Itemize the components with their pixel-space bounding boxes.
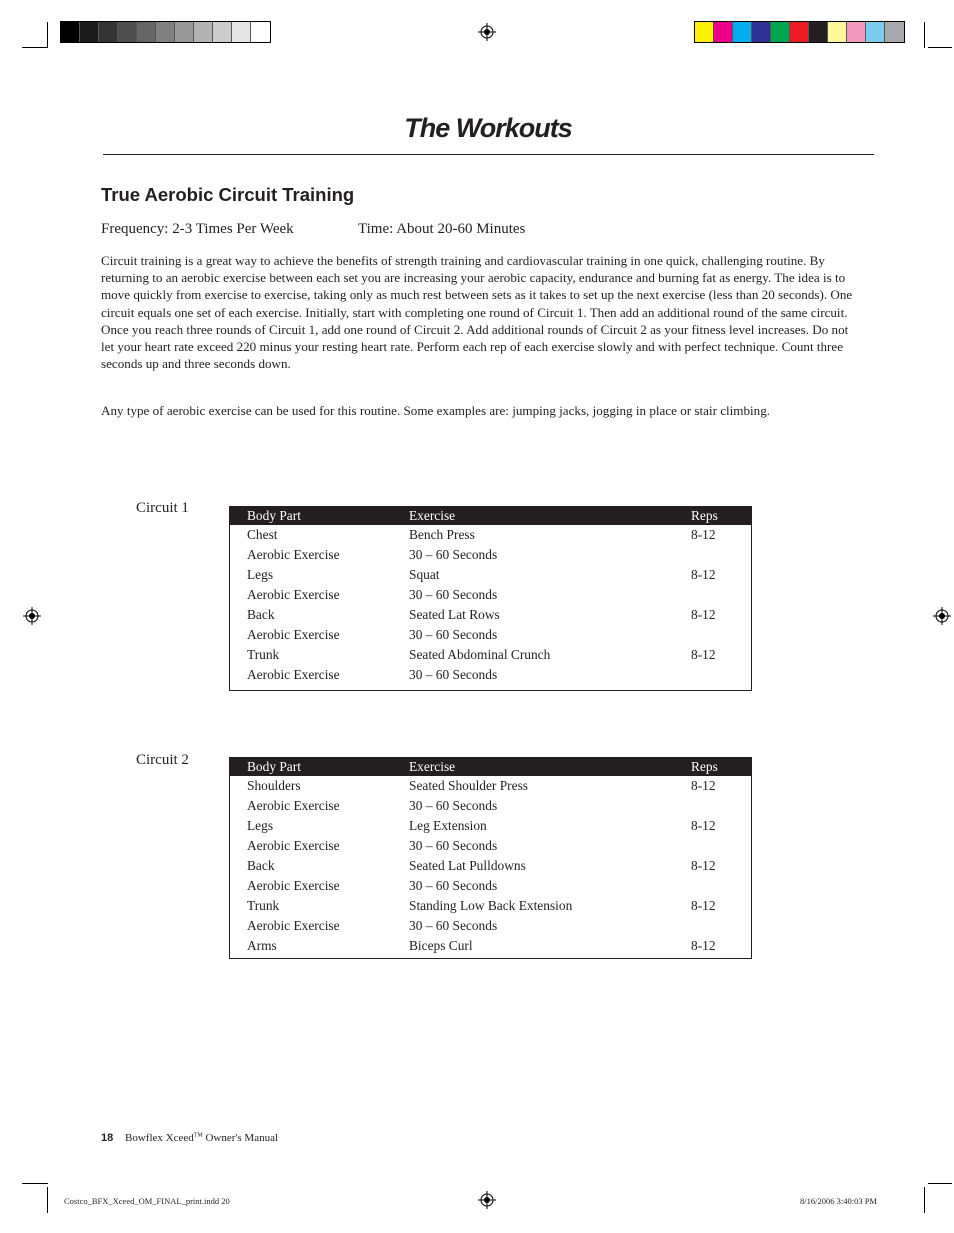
exercise-cell: Seated Shoulder Press	[409, 778, 529, 793]
reps-cell: 8-12	[691, 527, 716, 542]
intro-paragraph: Circuit training is a great way to achieve the benefits of strength training and cardiovascular training in one quick, challenging routine. By returning to an aerobic exercise between each set you are increasing your aerobic capacity, endurance and burning fat as energy. The idea is to move quickly from exercise to exercise, taking only as much rest between sets as it takes to set up the next exercise (less than 20 seconds). One circuit equals one set of each exercise. Initially, start with completing one round of Circuit 1. Then add an additional round of the same circuit. Once you reach three rounds of Circuit 1, add one round of Circuit 2. Add additional rounds of Circuit 2 as your fitness level increases. Do not let your heart rate exceed 220 minus your resting heart rate. Perform each rep of each exercise slowly and with perfect technique. Count three seconds up and three seconds down.	[101, 253, 853, 372]
exercise-cell: 30 – 60 Seconds	[409, 798, 498, 813]
column-header: Exercise	[409, 508, 456, 523]
body-part-cell: Aerobic Exercise	[247, 838, 340, 853]
exercise-cell: 30 – 60 Seconds	[409, 547, 498, 562]
body-part-cell: Chest	[247, 527, 278, 542]
column-header: Exercise	[409, 759, 456, 774]
table-row	[230, 796, 751, 816]
exercise-cell: 30 – 60 Seconds	[409, 667, 498, 682]
circuit-2-label: Circuit 2	[136, 752, 189, 768]
exercise-cell: 30 – 60 Seconds	[409, 627, 498, 642]
gray-swatch	[156, 22, 175, 42]
column-header: Body Part	[247, 508, 301, 523]
process-color-bar	[694, 21, 905, 43]
color-swatch	[790, 22, 809, 42]
trademark-symbol: TM	[193, 1132, 203, 1139]
body-part-cell: Aerobic Exercise	[247, 878, 340, 893]
gray-swatch	[213, 22, 232, 42]
crop-mark-top-right-v	[924, 22, 925, 48]
crop-mark-bottom-right-v	[924, 1187, 925, 1213]
exercise-cell: 30 – 60 Seconds	[409, 878, 498, 893]
table-row	[230, 645, 751, 665]
exercise-cell: 30 – 60 Seconds	[409, 918, 498, 933]
table-row	[230, 585, 751, 605]
reps-cell: 8-12	[691, 818, 716, 833]
reps-cell: 8-12	[691, 567, 716, 582]
slug-filename: Costco_BFX_Xceed_OM_FINAL_print.indd 20	[64, 1196, 230, 1206]
circuit-1-label: Circuit 1	[136, 500, 189, 516]
reps-cell: 8-12	[691, 647, 716, 662]
grayscale-color-bar	[60, 21, 271, 43]
table-row	[230, 816, 751, 836]
reps-cell: 8-12	[691, 778, 716, 793]
gray-swatch	[194, 22, 213, 42]
body-part-cell: Trunk	[247, 647, 280, 662]
table-row	[230, 896, 751, 916]
exercise-cell: Biceps Curl	[409, 938, 473, 953]
aerobic-examples-paragraph: Any type of aerobic exercise can be used for this routine. Some examples are: jumping jacks, jogging in place or stair climbing.	[101, 403, 771, 418]
body-part-cell: Trunk	[247, 898, 280, 913]
table-row	[230, 525, 751, 545]
column-header: Body Part	[247, 759, 301, 774]
body-part-cell: Arms	[247, 938, 277, 953]
manual-name: Bowflex Xceed	[125, 1132, 194, 1144]
exercise-cell: Leg Extension	[409, 818, 487, 833]
color-swatch	[885, 22, 904, 42]
table-row	[230, 916, 751, 936]
color-swatch	[752, 22, 771, 42]
frequency-text: Frequency: 2-3 Times Per Week	[101, 221, 294, 237]
body-part-cell: Aerobic Exercise	[247, 918, 340, 933]
crop-mark-top-left-v	[47, 22, 48, 48]
gray-swatch	[118, 22, 137, 42]
body-part-cell: Back	[247, 858, 275, 873]
color-swatch	[866, 22, 885, 42]
exercise-cell: 30 – 60 Seconds	[409, 838, 498, 853]
color-swatch	[695, 22, 714, 42]
exercise-cell: Seated Lat Rows	[409, 607, 500, 622]
reps-cell: 8-12	[691, 938, 716, 953]
body-part-cell: Aerobic Exercise	[247, 547, 340, 562]
crop-mark-bottom-left-h	[22, 1183, 48, 1184]
slug-timestamp: 8/16/2006 3:40:03 PM	[800, 1196, 877, 1206]
gray-swatch	[99, 22, 118, 42]
crop-mark-top-right-h	[928, 47, 952, 48]
circuit-2-table	[229, 757, 752, 959]
color-swatch	[714, 22, 733, 42]
body-part-cell: Aerobic Exercise	[247, 587, 340, 602]
table-row	[230, 776, 751, 796]
table-row	[230, 565, 751, 585]
reps-cell: 8-12	[691, 858, 716, 873]
column-header: Reps	[691, 759, 718, 774]
table-header-row	[230, 758, 751, 776]
gray-swatch	[80, 22, 99, 42]
crop-mark-bottom-left-v	[47, 1187, 48, 1213]
frequency-line	[101, 221, 526, 238]
registration-mark-right-icon	[933, 607, 951, 625]
body-part-cell: Aerobic Exercise	[247, 667, 340, 682]
registration-mark-bottom-icon	[478, 1191, 496, 1209]
gray-swatch	[137, 22, 156, 42]
page-number: 18	[101, 1132, 114, 1144]
page-title: The Workouts	[404, 113, 572, 143]
section-heading: True Aerobic Circuit Training	[101, 184, 355, 205]
color-swatch	[809, 22, 828, 42]
exercise-cell: 30 – 60 Seconds	[409, 587, 498, 602]
exercise-cell: Bench Press	[409, 527, 475, 542]
title-rule	[103, 154, 874, 155]
exercise-cell: Squat	[409, 567, 440, 582]
gray-swatch	[61, 22, 80, 42]
table-row	[230, 605, 751, 625]
color-swatch	[771, 22, 790, 42]
table-row	[230, 665, 751, 685]
body-part-cell: Shoulders	[247, 778, 301, 793]
gray-swatch	[175, 22, 194, 42]
exercise-cell: Seated Lat Pulldowns	[409, 858, 526, 873]
gray-swatch	[251, 22, 270, 42]
color-swatch	[847, 22, 866, 42]
time-text: Time: About 20-60 Minutes	[358, 221, 526, 237]
body-part-cell: Legs	[247, 567, 274, 582]
body-part-cell: Aerobic Exercise	[247, 798, 340, 813]
table-row	[230, 876, 751, 896]
crop-mark-bottom-right-h	[928, 1183, 952, 1184]
table-header-row	[230, 507, 751, 525]
table-row	[230, 936, 751, 956]
color-swatch	[828, 22, 847, 42]
color-swatch	[733, 22, 752, 42]
running-footer	[125, 1132, 278, 1144]
crop-mark-top-left-h	[22, 47, 48, 48]
reps-cell: 8-12	[691, 607, 716, 622]
registration-mark-top-icon	[478, 23, 496, 41]
body-part-cell: Legs	[247, 818, 274, 833]
registration-mark-left-icon	[23, 607, 41, 625]
table-row	[230, 625, 751, 645]
table-row	[230, 856, 751, 876]
table-row	[230, 836, 751, 856]
exercise-cell: Standing Low Back Extension	[409, 898, 573, 913]
body-part-cell: Aerobic Exercise	[247, 627, 340, 642]
exercise-cell: Seated Abdominal Crunch	[409, 647, 551, 662]
table-row	[230, 545, 751, 565]
body-part-cell: Back	[247, 607, 275, 622]
reps-cell: 8-12	[691, 898, 716, 913]
gray-swatch	[232, 22, 251, 42]
circuit-1-table	[229, 506, 752, 691]
manual-suffix: Owner's Manual	[202, 1132, 279, 1144]
column-header: Reps	[691, 508, 718, 523]
